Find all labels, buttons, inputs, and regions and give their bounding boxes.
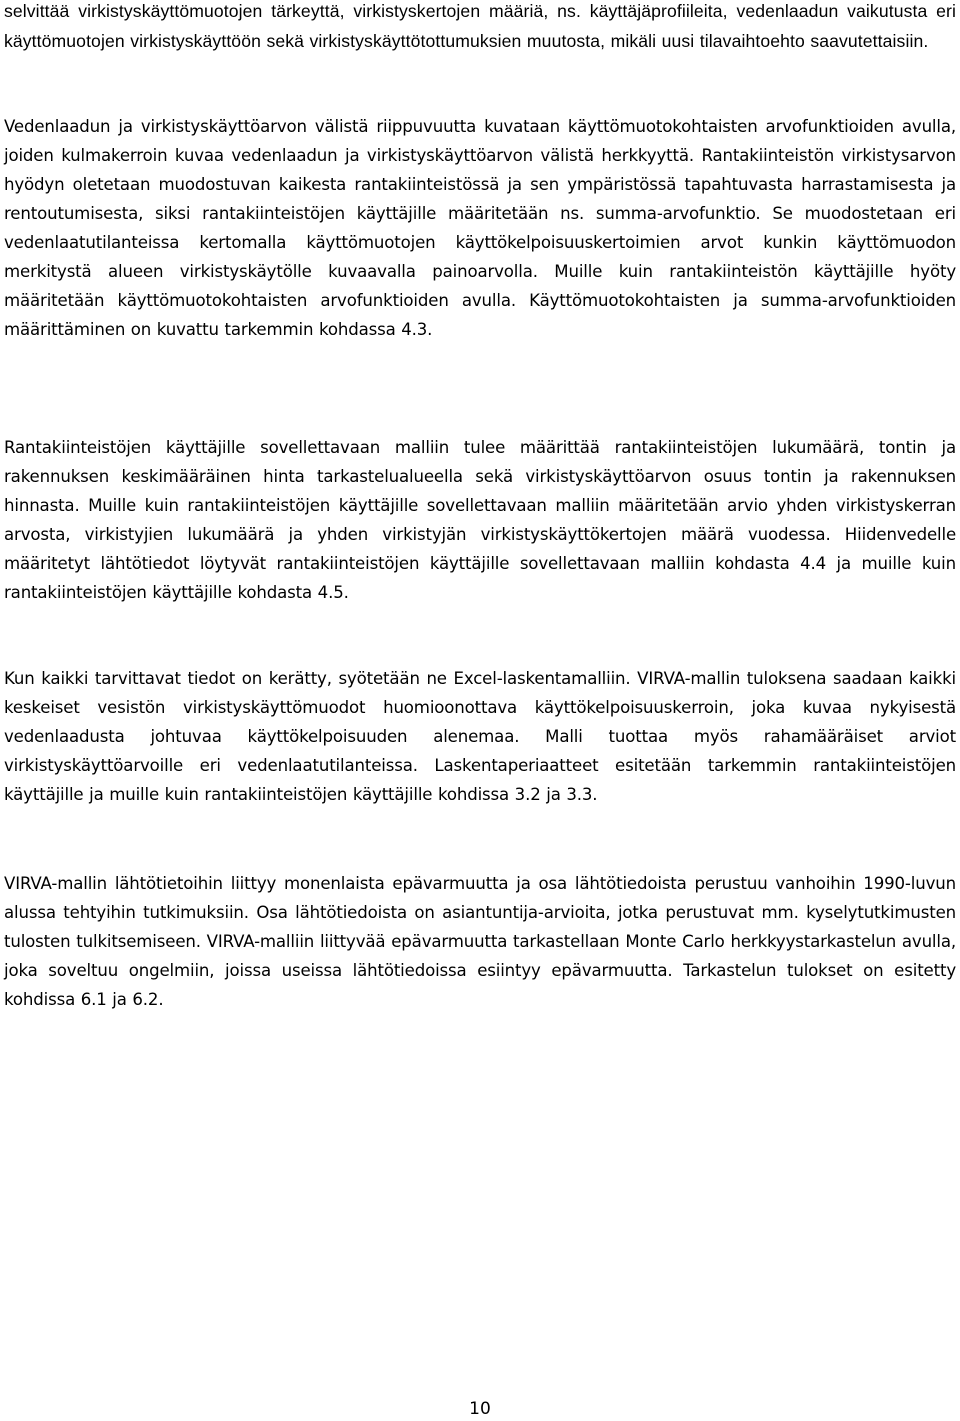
paragraph-uncertainty: VIRVA-mallin lähtötietoihin liittyy monenlaista epävarmuutta ja osa lähtötiedoista perustuu vanhoihin 1990-luvun alussa tehtyihin tutkimuksiin. Osa lähtötiedoista on asiantuntija-arvioita, jotka perustuvat mm. kyselytutkimusten tulosten tulkitsemiseen. VIRVA-malliin liittyvää epävarmuutta tarkastellaan Monte Carlo herkkyystarkastelun avulla, joka soveltuu ongelmiin, joissa useissa lähtötiedoissa esiintyy epävarmuutta. Tarkastelun tulokset on esitetty kohdissa 6.1 ja 6.2. (4, 874, 956, 1009)
paragraph-intro: selvittää virkistyskäyttömuotojen tärkeyttä, virkistyskertojen määriä, ns. käyttäjäprofiileita, vedenlaadun vaikutusta eri käyttömuotojen virkistyskäyttöön sekä virkistyskäyttötottumuksien muutosta, mikäli uusi tilavaihtoehto saavutettaisiin. (4, 1, 956, 51)
page-number: 10 (469, 1399, 491, 1419)
paragraph-excel-model: Kun kaikki tarvittavat tiedot on kerätty, syötetään ne Excel-laskentamalliin. VIRVA-mallin tuloksena saadaan kaikki keskeiset vesistön virkistyskäyttömuodot huomioonottava käyttökelpoisuuskerroin, joka kuvaa nykyisestä vedenlaadusta johtuvaa käyttökelpoisuuden alenemaa. Malli tuottaa myös rahamääräiset arviot virkistyskäyttöarvoille eri vedenlaatutilanteissa. Laskentaperiaatteet esitetään tarkemmin rantakiinteistöjen käyttäjille ja muille kuin rantakiinteistöjen käyttäjille kohdissa 3.2 ja 3.3. (4, 669, 956, 804)
paragraph-model-inputs: Rantakiinteistöjen käyttäjille sovellettavaan malliin tulee määrittää rantakiinteistöjen lukumäärä, tontin ja rakennuksen keskimääräinen hinta tarkastelualueella sekä virkistyskäyttöarvon osuus tontin ja rakennuksen hinnasta. Muille kuin rantakiinteistöjen käyttäjille sovellettavaan malliin määritetään arvio yhden virkistyskerran arvosta, virkistyjien lukumäärä ja yhden virkistyjän virkistyskäyttökertojen määrä vuodessa. Hiidenvedelle määritetyt lähtötiedot löytyvät rantakiinteistöjen käyttäjille sovellettavaan malliin kohdasta 4.4 ja muille kuin rantakiinteistöjen käyttäjille kohdasta 4.5. (4, 438, 956, 602)
paragraph-value-sensitivity: Vedenlaadun ja virkistyskäyttöarvon välistä riippuvuutta kuvataan käyttömuotokohtaisten arvofunktioiden avulla, joiden kulmakerroin kuvaa vedenlaadun ja virkistyskäyttöarvon välistä herkkyyttä. Rantakiinteistön virkistysarvon hyödyn oletetaan muodostuvan kaikesta rantakiinteistössä ja sen ympäristössä tapahtuvasta harrastamisesta ja rentoutumisesta, siksi rantakiinteistöjen käyttäjille määritetään ns. summa-arvofunktio. Se muodostetaan eri vedenlaatutilanteissa kertomalla käyttömuotojen käyttökelpoisuuskertoimien arvot kunkin käyttömuodon merkitystä alueen virkistyskäytölle kuvaavalla painoarvolla. Muille kuin rantakiinteistön käyttäjille hyöty määritetään käyttömuotokohtaisten arvofunktioiden avulla. Käyttömuotokohtaisten ja summa-arvofunktioiden määrittäminen on kuvattu tarkemmin kohdassa 4.3. (4, 117, 956, 339)
